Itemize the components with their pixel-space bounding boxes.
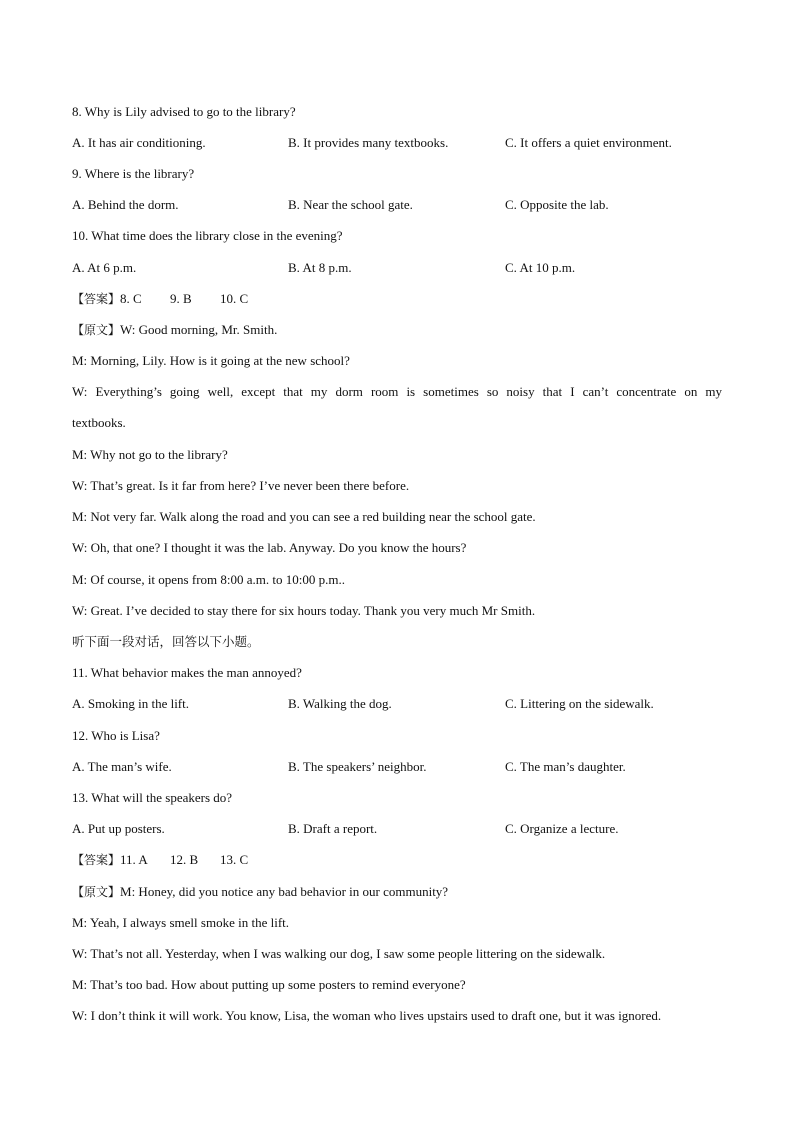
option-8a: A. It has air conditioning.: [72, 135, 206, 150]
answer-item: 12. B: [170, 852, 199, 867]
transcript-2-line-1: M: Yeah, I always smell smoke in the lift.: [72, 915, 290, 930]
question-8-options: [72, 133, 722, 153]
transcript-1-line-4: M: Why not go to the library?: [72, 447, 228, 462]
answer-item: 8. C: [120, 291, 142, 306]
transcript-2-line-3: M: That’s too bad. How about putting up some posters to remind everyone?: [72, 977, 466, 992]
question-10: 10. What time does the library close in the evening?: [72, 228, 343, 243]
option-13a: A. Put up posters.: [72, 821, 165, 836]
answer-key-2: [72, 850, 722, 870]
transcript-1-line-1: M: Morning, Lily. How is it going at the new school?: [72, 353, 350, 368]
answer-item: 11. A: [120, 852, 148, 867]
transcript-2-line-4: W: I don’t think it will work. You know, Lisa, the woman who lives upstairs used to draft one, but it was ignored.: [72, 1008, 662, 1023]
transcript-2-line-0: [72, 882, 722, 902]
transcript-1-line-8: M: Of course, it opens from 8:00 a.m. to 10:00 p.m..: [72, 572, 345, 587]
question-13: 13. What will the speakers do?: [72, 790, 233, 805]
question-12-options: [72, 757, 722, 777]
question-10-options: [72, 258, 722, 278]
question-9: 9. Where is the library?: [72, 166, 195, 181]
option-9c: C. Opposite the lab.: [505, 197, 609, 212]
transcript-text: M: Honey, did you notice any bad behavior in our community?: [120, 884, 449, 899]
option-8b: B. It provides many textbooks.: [288, 135, 449, 150]
question-11-options: [72, 694, 722, 714]
option-10b: B. At 8 p.m.: [288, 260, 352, 275]
answer-key-1: [72, 289, 722, 309]
transcript-1-line-6: M: Not very far. Walk along the road and you can see a red building near the school gate.: [72, 509, 536, 524]
option-12c: C. The man’s daughter.: [505, 759, 626, 774]
option-11c: C. Littering on the sidewalk.: [505, 696, 654, 711]
transcript-1-line-7: W: Oh, that one? I thought it was the lab. Anyway. Do you know the hours?: [72, 540, 467, 555]
answer-item: 9. B: [170, 291, 192, 306]
transcript-label: 【原文】: [72, 885, 121, 899]
transcript-1-line-0: [72, 320, 722, 340]
transcript-2-line-2: W: That’s not all. Yesterday, when I was walking our dog, I saw some people littering on the sidewalk.: [72, 946, 606, 961]
question-11: 11. What behavior makes the man annoyed?: [72, 665, 302, 680]
option-10a: A. At 6 p.m.: [72, 260, 137, 275]
transcript-1-line-3: textbooks.: [72, 415, 126, 430]
option-13b: B. Draft a report.: [288, 821, 378, 836]
transcript-1-line-5: W: That’s great. Is it far from here? I’ve never been there before.: [72, 478, 410, 493]
option-12a: A. The man’s wife.: [72, 759, 172, 774]
option-11a: A. Smoking in the lift.: [72, 696, 189, 711]
option-8c: C. It offers a quiet environment.: [505, 135, 672, 150]
transcript-1-line-2: W: Everything’s going well, except that my dorm room is sometimes so noisy that I can’t concentrate on my: [72, 384, 722, 399]
answer-label: 【答案】: [72, 292, 121, 306]
section-instruction: 听下面一段对话，回答以下小题。: [72, 634, 260, 649]
question-13-options: [72, 819, 722, 839]
question-8: 8. Why is Lily advised to go to the library?: [72, 104, 296, 119]
transcript-text: W: Good morning, Mr. Smith.: [120, 322, 278, 337]
option-12b: B. The speakers’ neighbor.: [288, 759, 427, 774]
option-11b: B. Walking the dog.: [288, 696, 392, 711]
option-9b: B. Near the school gate.: [288, 197, 413, 212]
option-10c: C. At 10 p.m.: [505, 260, 576, 275]
option-13c: C. Organize a lecture.: [505, 821, 619, 836]
transcript-1-line-9: W: Great. I’ve decided to stay there for six hours today. Thank you very much Mr Smith.: [72, 603, 536, 618]
answer-item: 13. C: [220, 852, 249, 867]
question-9-options: [72, 195, 722, 215]
answer-label: 【答案】: [72, 853, 121, 867]
option-9a: A. Behind the dorm.: [72, 197, 179, 212]
question-12: 12. Who is Lisa?: [72, 728, 160, 743]
answer-item: 10. C: [220, 291, 249, 306]
transcript-label: 【原文】: [72, 323, 121, 337]
